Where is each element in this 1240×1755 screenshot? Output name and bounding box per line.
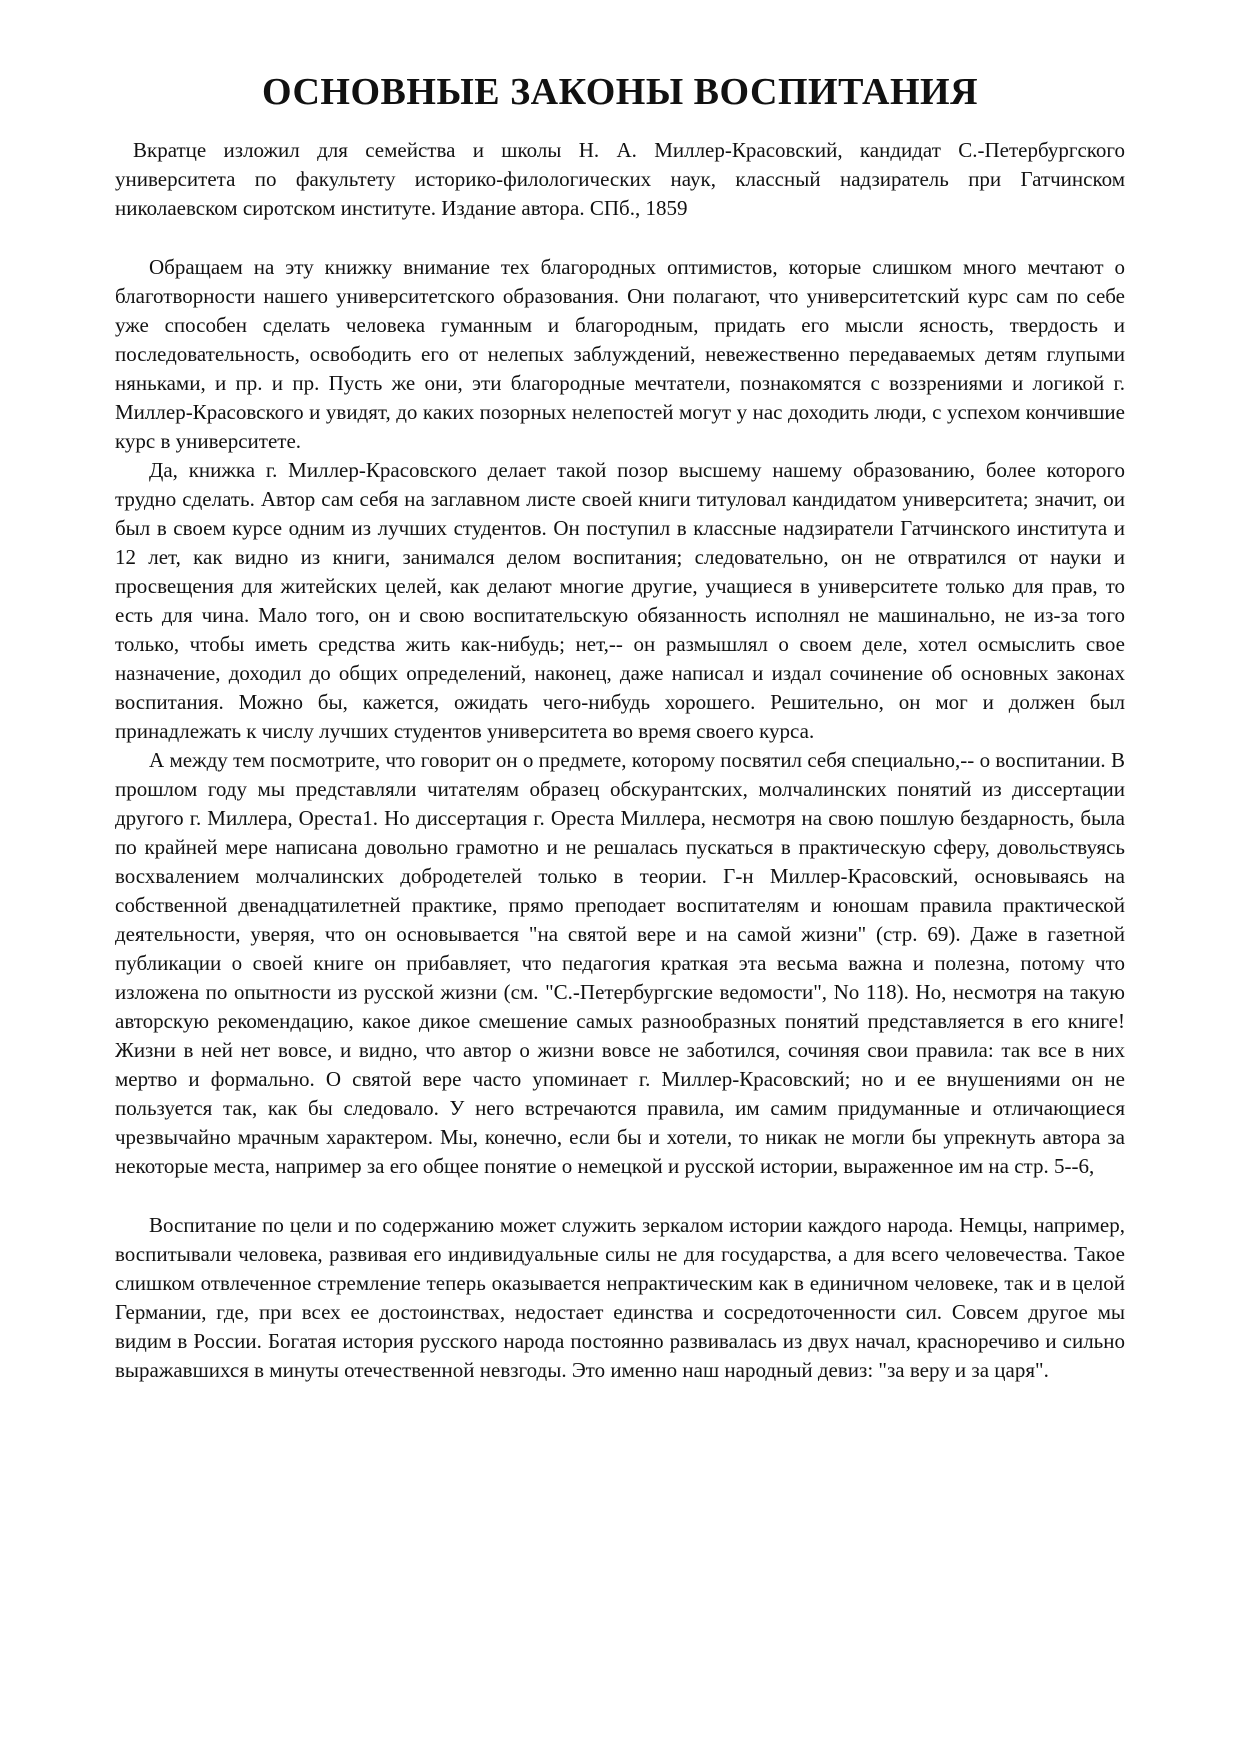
subtitle-paragraph: Вкратце изложил для семейства и школы Н. А. Миллер-Красовский, кандидат С.-Петербургского университета по факультету историко-филологических наук, классный надзиратель при Гатчинском николаевском сиротском институте. Издание автора. СПб., 1859 [115,138,1125,220]
body-paragraph-1: Обращаем на эту книжку внимание тех благородных оптимистов, которые слишком много мечтают о благотворности нашего университетского образования. Они полагают, что университетский курс сам по себе уже способен сделать человека гуманным и благородным, придать его мысли ясность, твердость и последовательность, освободить его от нелепых заблуждений, невежественно передаваемых детям глупыми няньками, и пр. и пр. Пусть же они, эти благородные мечтатели, познакомятся с воззрениями и логикой г. Миллер-Красовского и увидят, до каких позорных нелепостей могут у нас доходить люди, с успехом кончившие курс в университете. [115,255,1125,453]
page-title: ОСНОВНЫЕ ЗАКОНЫ ВОСПИТАНИЯ [261,71,979,113]
document-page [115,70,1125,1385]
body-paragraph-4: Воспитание по цели и по содержанию может служить зеркалом истории каждого народа. Немцы, например, воспитывали человека, развивая его индивидуальные силы не для государства, а для всего человечества. Такое слишком отвлеченное стремление теперь оказывается непрактическим как в единичном человеке, так и в целой Германии, где, при всех ее достоинствах, недостает единства и сосредоточенности сил. Совсем другое мы видим в России. Богатая история русского народа постоянно развивалась из двух начал, красноречиво и сильно выражавшихся в минуты отечественной невзгоды. Это именно наш народный девиз: "за веру и за царя". [115,1213,1125,1382]
body-paragraph-2: Да, книжка г. Миллер-Красовского делает такой позор высшему нашему образованию, более которого трудно сделать. Автор сам себя на заглавном листе своей книги титуловал кандидатом университета; значит, ои был в своем курсе одним из лучших студентов. Он поступил в классные надзиратели Гатчинского института и 12 лет, как видно из книги, занимался делом воспитания; следовательно, он не отвратился от науки и просвещения для житейских целей, как делают многие другие, учащиеся в университете только для прав, то есть для чина. Мало того, он и свою воспитательскую обязанность исполнял не машинально, не из-за того только, чтобы иметь средства жить как-нибудь; нет,-- он размышлял о своем деле, хотел осмыслить свое назначение, доходил до общих определений, наконец, даже написал и издал сочинение об основных законах воспитания. Можно бы, кажется, ожидать чего-нибудь хорошего. Решительно, он мог и должен был принадлежать к числу лучших студентов университета во время своего курса. [115,458,1125,743]
body-paragraph-3: А между тем посмотрите, что говорит он о предмете, которому посвятил себя специально,-- о воспитании. В прошлом году мы представляли читателям образец обскурантских, молчалинских понятий из диссертации другого г. Миллера, Ореста1. Но диссертация г. Ореста Миллера, несмотря на свою пошлую бездарность, была по крайней мере написана довольно грамотно и не решалась пускаться в практическую сферу, довольствуясь восхвалением молчалинских добродетелей только в теории. Г-н Миллер-Красовский, основываясь на собственной двенадцатилетней практике, прямо преподает воспитателям и юношам правила практической деятельности, уверяя, что он основывается "на святой вере и на самой жизни" (стр. 69). Даже в газетной публикации о своей книге он прибавляет, что педагогия краткая эта весьма важна и полезна, потому что изложена по опытности из русской жизни (см. "С.-Петербургские ведомости", No 118). Но, несмотря на такую авторскую рекомендацию, какое дикое смешение самых разнообразных понятий представляется в его книге! Жизни в ней нет вовсе, и видно, что автор о жизни вовсе не заботился, сочиняя свои правила: так все в них мертво и формально. О святой вере часто упоминает г. Миллер-Красовский; но и ее внушениями он не пользуется так, как бы следовало. У него встречаются правила, им самим придуманные и отличающиеся чрезвычайно мрачным характером. Мы, конечно, если бы и хотели, то никак не могли бы упрекнуть автора за некоторые места, например за его общее понятие о немецкой и русской истории, выраженное им на стр. 5--6, [115,748,1125,1178]
